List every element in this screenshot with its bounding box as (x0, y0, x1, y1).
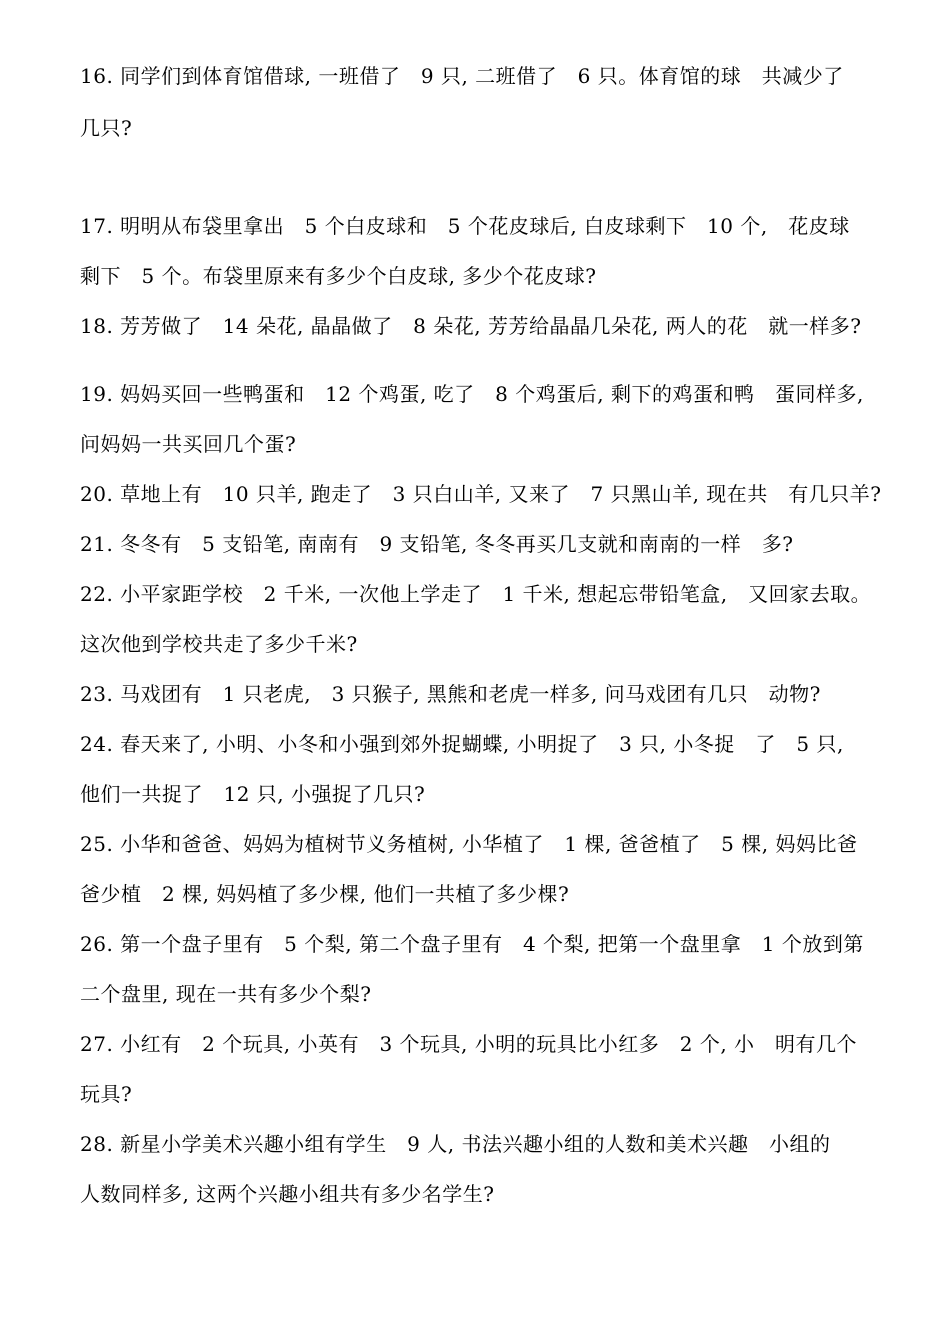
problem-23-line-1: 23. 马戏团有 1 只老虎, 3 只猴子, 黑熊和老虎一样多, 问马戏团有几只 动物? (80, 682, 821, 706)
problem-25-line-2: 爸少植 2 棵, 妈妈植了多少棵, 他们一共植了多少棵? (80, 882, 570, 906)
problem-28-line-2: 人数同样多, 这两个兴趣小组共有多少名学生? (80, 1182, 495, 1206)
problem-28-line-1: 28. 新星小学美术兴趣小组有学生 9 人, 书法兴趣小组的人数和美术兴趣 小组的 (80, 1132, 831, 1156)
problem-26-line-1: 26. 第一个盘子里有 5 个梨, 第二个盘子里有 4 个梨, 把第一个盘里拿 1 个放到第 (80, 932, 864, 956)
problem-22-line-2: 这次他到学校共走了多少千米? (80, 632, 358, 656)
problem-19-line-2: 问妈妈一共买回几个蛋? (80, 432, 297, 456)
problem-16-line-1: 16. 同学们到体育馆借球, 一班借了 9 只, 二班借了 6 只。体育馆的球 共减少了 (80, 64, 844, 88)
problem-17-line-2: 剩下 5 个。布袋里原来有多少个白皮球, 多少个花皮球? (80, 264, 597, 288)
problem-18-line-1: 18. 芳芳做了 14 朵花, 晶晶做了 8 朵花, 芳芳给晶晶几朵花, 两人的花 就一样多? (80, 314, 862, 338)
problem-25-line-1: 25. 小华和爸爸、妈妈为植树节义务植树, 小华植了 1 棵, 爸爸植了 5 棵, 妈妈比爸 (80, 832, 858, 856)
problem-26-line-2: 二个盘里, 现在一共有多少个梨? (80, 982, 372, 1006)
problem-24-line-2: 他们一共捉了 12 只, 小强捉了几只? (80, 782, 426, 806)
problem-22-line-1: 22. 小平家距学校 2 千米, 一次他上学走了 1 千米, 想起忘带铅笔盒, 又回家去取。 (80, 582, 872, 606)
problem-21-line-1: 21. 冬冬有 5 支铅笔, 南南有 9 支铅笔, 冬冬再买几支就和南南的一样 多? (80, 532, 794, 556)
problem-17-line-1: 17. 明明从布袋里拿出 5 个白皮球和 5 个花皮球后, 白皮球剩下 10 个, 花皮球 (80, 214, 850, 238)
problem-27-line-1: 27. 小红有 2 个玩具, 小英有 3 个玩具, 小明的玩具比小红多 2 个, 小 明有几个 (80, 1032, 858, 1056)
problem-24-line-1: 24. 春天来了, 小明、小冬和小强到郊外捉蝴蝶, 小明捉了 3 只, 小冬捉 了 5 只, (80, 732, 844, 756)
problem-20-line-1: 20. 草地上有 10 只羊, 跑走了 3 只白山羊, 又来了 7 只黑山羊, 现在共 有几只羊? (80, 482, 882, 506)
problem-16-line-2: 几只? (80, 116, 133, 140)
problem-19-line-1: 19. 妈妈买回一些鸭蛋和 12 个鸡蛋, 吃了 8 个鸡蛋后, 剩下的鸡蛋和鸭 蛋同样多, (80, 382, 864, 406)
problem-27-line-2: 玩具? (80, 1082, 133, 1106)
